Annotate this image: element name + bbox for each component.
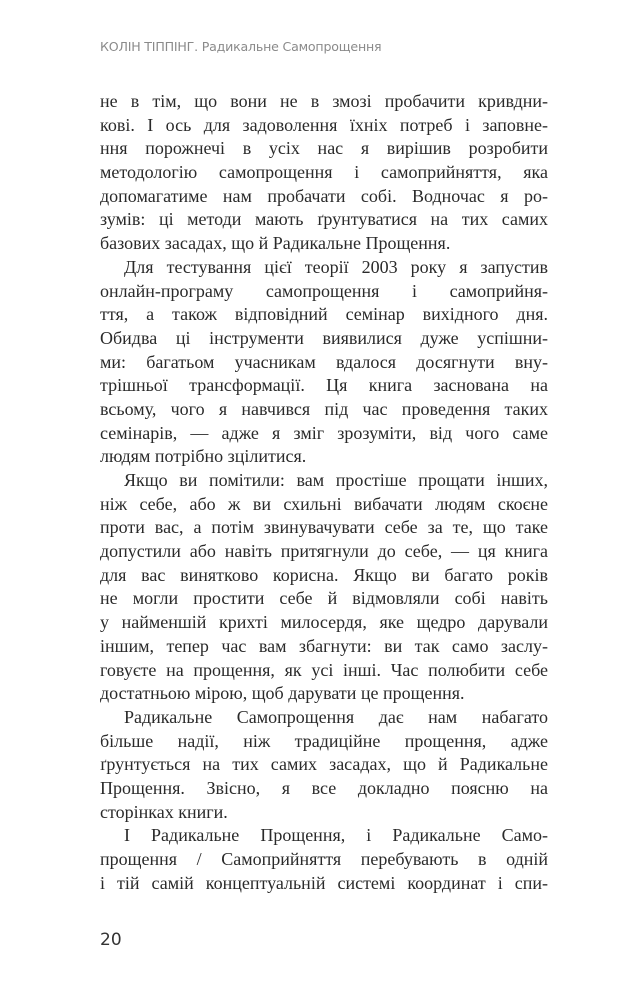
text-line: кові. І ось для задоволення їхніх потреб і заповне- bbox=[100, 114, 548, 135]
text-line: Обидва ці інструменти виявилися дуже успішни- bbox=[100, 327, 548, 348]
text-line: іншим, тепер час вам збагнути: ви так само заслу- bbox=[100, 635, 548, 656]
paragraph bbox=[100, 824, 548, 895]
text-line: прощення / Самоприйняття перебувають в одній bbox=[100, 849, 548, 869]
text-line: ння порожнечі в усіх нас я вирішив розробити bbox=[100, 138, 548, 159]
text-line: ніж себе, або ж ви схильні вибачати людям скоєне bbox=[100, 493, 548, 514]
text-line: трішньої трансформації. Ця книга заснована на bbox=[100, 375, 548, 396]
paragraph bbox=[100, 469, 548, 706]
text-line: Якщо ви помітили: вам простіше прощати інших, bbox=[124, 470, 548, 490]
text-line: ття, а також відповідний семінар вихідного дня. bbox=[100, 304, 548, 325]
paragraph bbox=[100, 90, 548, 256]
text-line: не в тім, що вони не в змозі пробачити кривдни- bbox=[100, 91, 548, 111]
text-line: базових засадах, що й Радикальне Прощення. bbox=[100, 233, 451, 254]
text-line: всьому, чого я навчився під час проведення таких bbox=[100, 398, 548, 419]
text-line: допустили або навіть притягнули до себе, — ця книга bbox=[100, 541, 548, 562]
text-line: онлайн-програму самопрощення і самоприйня- bbox=[100, 280, 548, 301]
paragraph bbox=[100, 706, 548, 824]
running-header: КОЛІН ТІППІНГ. Радикальне Самопрощення bbox=[100, 39, 382, 54]
text-line: зумів: ці методи мають ґрунтуватися на тих самих bbox=[100, 209, 548, 230]
text-line: ґрунтується на тих самих засадах, що й Радикальне bbox=[100, 754, 548, 775]
text-line: достатньою мірою, щоб дарувати це прощення. bbox=[100, 683, 465, 704]
text-line: і тій самій концептуальній системі координат і спи- bbox=[100, 872, 548, 893]
text-line: говуєте на прощення, як усі інші. Час полюбити себе bbox=[100, 659, 548, 680]
text-line: у найменшій крихті милосердя, яке щедро дарували bbox=[100, 612, 548, 633]
text-line: Прощення. Звісно, я все докладно поясню на bbox=[100, 777, 548, 798]
text-line: сторінках книги. bbox=[100, 801, 228, 822]
text-line: не могли простити себе й відмовляли собі навіть bbox=[100, 588, 548, 609]
text-line: семінарів, — адже я зміг зрозуміти, від чого саме bbox=[100, 422, 548, 443]
text-line: методологію самопрощення і самоприйняття, яка bbox=[100, 162, 548, 183]
page-body-text bbox=[100, 90, 548, 895]
text-line: проти вас, а потім звинувачувати себе за те, що таке bbox=[100, 517, 548, 538]
text-line: допомагатиме нам пробачати собі. Водночас я ро- bbox=[100, 185, 548, 206]
text-line: людям потрібно зцілитися. bbox=[100, 446, 307, 467]
text-line: більше надії, ніж традиційне прощення, адже bbox=[100, 730, 548, 751]
text-line: Для тестування цієї теорії 2003 року я запустив bbox=[124, 256, 548, 277]
text-line: для вас винятково корисна. Якщо ви багато років bbox=[100, 564, 548, 585]
text-line: Радикальне Самопрощення дає нам набагато bbox=[124, 706, 548, 727]
text-line: І Радикальне Прощення, і Радикальне Само- bbox=[124, 825, 548, 846]
page-number: 20 bbox=[100, 930, 122, 950]
paragraph bbox=[100, 256, 548, 469]
text-line: ми: багатьом учасникам вдалося досягнути вну- bbox=[100, 351, 548, 372]
